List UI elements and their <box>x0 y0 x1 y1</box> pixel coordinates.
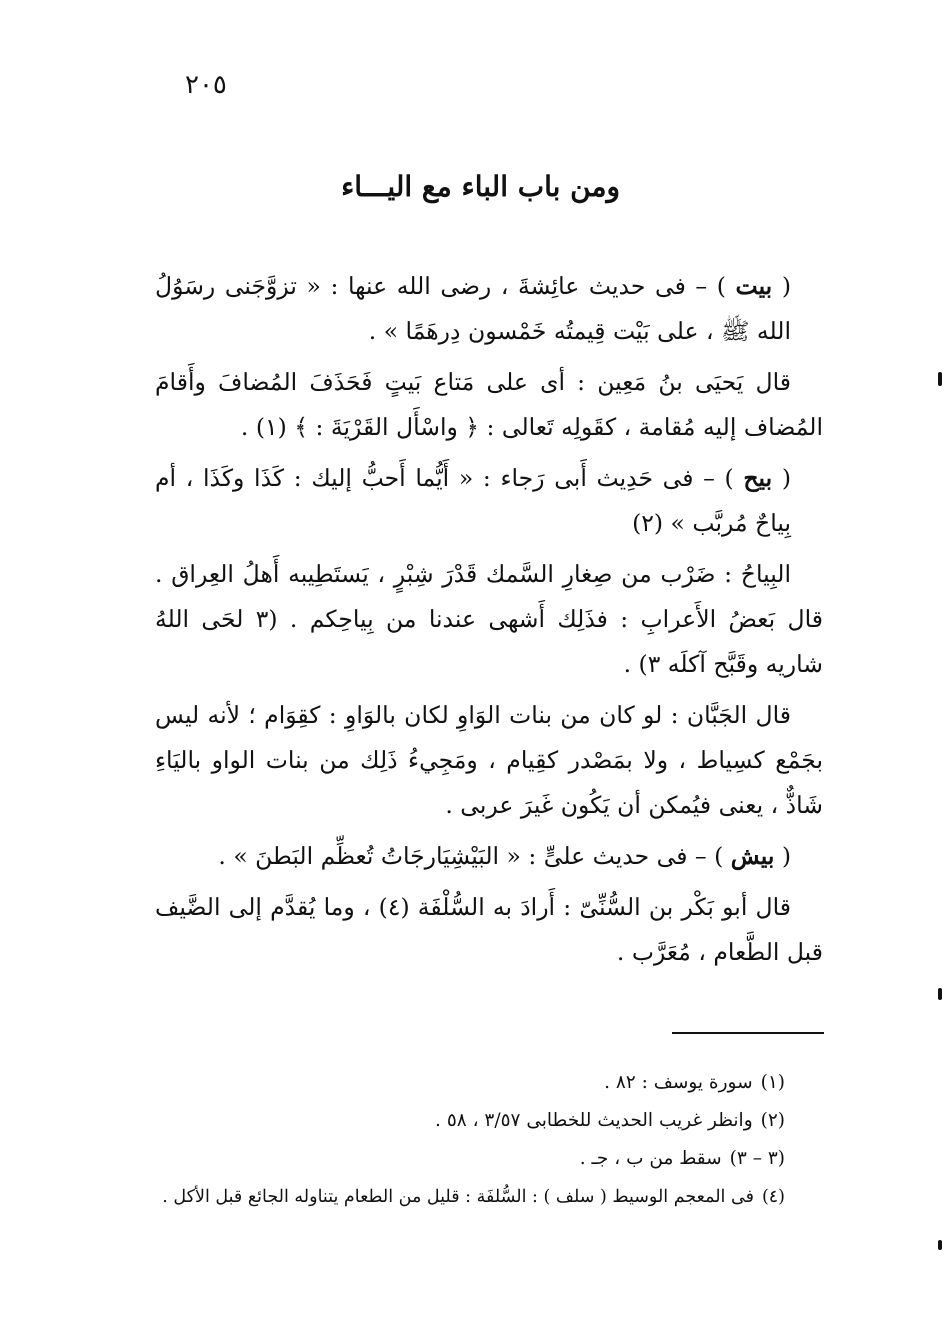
footnote-number: (٣ – ٣) <box>729 1148 785 1169</box>
scan-margin-mark <box>938 372 942 386</box>
entry-headword-bayh: بيح <box>743 464 773 492</box>
footnote-text: فى المعجم الوسيط ( سلف ) : السُّلفَة : قليل من الطعام يتناوله الجائع قبل الأكل . <box>162 1187 754 1207</box>
footnotes <box>150 1064 785 1216</box>
footnote-number: (٤) <box>761 1187 785 1207</box>
entry-text-bayh: ) – فى حَدِيث أَبى رَجاء : « أَيُّما أَحبُّ إليك : كَذَا وكَذَا ، أم بِياحٌ مُربَّب » (٢) <box>155 464 791 537</box>
entry-text-baysh: ) – فى حديث علىٍّ : « البَيْشِيَارجَاتُ تُعظِّم البَطنَ » . <box>218 842 731 870</box>
footnote-number: (١) <box>760 1072 785 1093</box>
page-number: ٢٠٥ <box>185 70 227 100</box>
commentary-paragraph: قال أبو بَكْر بن السُّنِّىّ : أَرادَ به السُّلْفَة (٤) ، وما يُقدَّم إلى الضَّيف قبل الطَّعام ، مُعَرَّب . <box>155 893 823 966</box>
footnote-text: سورة يوسف : ٨٢ . <box>604 1072 753 1093</box>
commentary-paragraph: قال يَحيَى بنُ مَعِين : أى على مَتاع بَيتٍ فَحَذَفَ المُضافَ وأَقامَ المُضاف إليه مُقامة ، كقَولِه تَعالى : ﴿ واسْأَل القَرْيَةَ : ﴾ (١) . <box>155 368 823 441</box>
body-text <box>155 264 823 981</box>
footnote-text: وانظر غريب الحديث للخطابى ٣/٥٧ ، ٥٨ . <box>435 1110 753 1131</box>
commentary-paragraph: قال الجَبَّان : لو كان من بنات الوَاوِ لكان بالوَاوِ : كقِوَام ؛ لأنه ليس بجَمْع كسِياط ، ولا بمَصْدر كقِيام ، ومَجِيءُ ذَلِك من بنات الواو باليَاءِ شَاذٌّ ، يعنى فيُمكن أن يَكُون غَيرَ عربى . <box>155 701 823 819</box>
scan-margin-mark <box>938 1240 942 1250</box>
footnote-item <box>150 1102 785 1140</box>
footnote-divider <box>672 1032 824 1034</box>
entry-headword-bayt: بيت <box>735 272 773 300</box>
entry-open: ( <box>772 464 791 492</box>
entry-open: ( <box>774 842 791 870</box>
footnote-item <box>150 1140 785 1178</box>
entry-paragraph-bayh <box>155 456 823 546</box>
entry-open: ( <box>772 272 791 300</box>
entry-headword-baysh: بيش <box>730 842 775 870</box>
entry-paragraph-baysh <box>155 834 823 879</box>
commentary-paragraph: البِياحُ : ضَرْب من صِغارِ السَّمك قَدْرَ شِبْرٍ ، يَستَطِيبه أَهلُ العِراق . قال بَعضُ الأَعرابِ : فذَلِك أَشهى عندنا من بِياحِكم . (٣ لحَى اللهُ شاريه وقَبَّح آكلَه ٣) . <box>155 560 823 678</box>
footnote-item <box>150 1064 785 1102</box>
entry-paragraph-bayt <box>155 264 823 354</box>
entry-text-bayt: ) – فى حديث عائِشةَ ، رضى الله عنها : « تزوَّجَنى رسَوُلُ الله ﷺ ، على بَيْت قِيمتُه خَمْسون دِرهَمًا » . <box>155 272 791 345</box>
footnote-number: (٢) <box>760 1110 785 1131</box>
chapter-title: ومن باب الباء مع اليـــاء <box>341 170 620 203</box>
footnote-item <box>150 1178 785 1216</box>
scan-margin-mark <box>938 988 942 1000</box>
footnote-text: سقط من ب ، جـ . <box>579 1148 722 1169</box>
